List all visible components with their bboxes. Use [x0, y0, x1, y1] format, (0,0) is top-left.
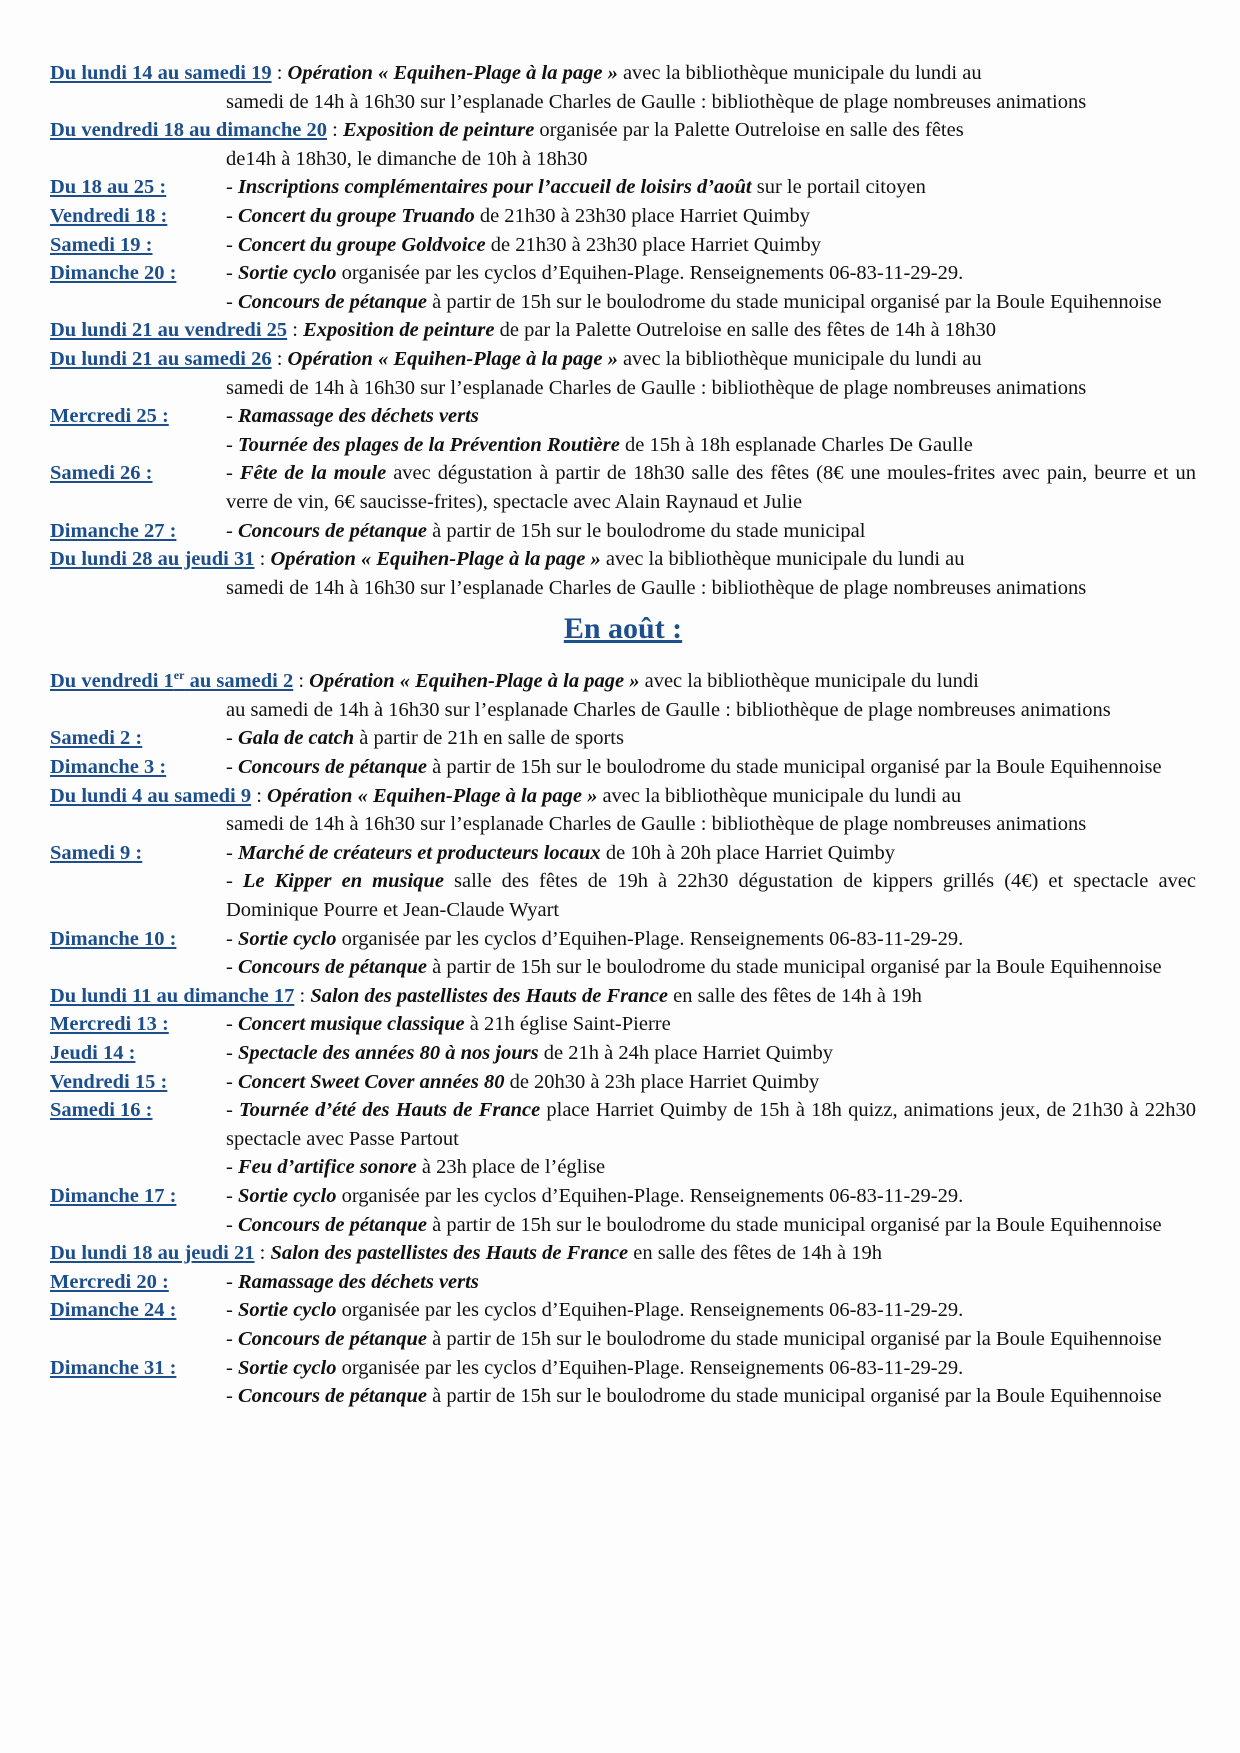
date-label: Mercredi 25 : — [50, 405, 169, 428]
date-label: Dimanche 17 : — [50, 1184, 177, 1207]
event-row — [50, 782, 1196, 839]
event-title: Exposition de peinture — [342, 119, 535, 142]
event-details: à partir de 15h sur le boulodrome du stade municipal organisé par la — [427, 290, 991, 313]
bullet-dash: - — [226, 433, 238, 456]
event-row — [50, 1039, 1196, 1068]
event-details: à partir de 15h sur le boulodrome du stade municipal organisé par la — [427, 756, 991, 779]
event-title: Opération « Equihen-Plage à la page » — [309, 670, 640, 693]
event-text — [226, 1010, 1196, 1039]
bullet-dash: - — [226, 1099, 240, 1122]
date-separator: : — [271, 62, 288, 84]
bullet-dash: - — [226, 756, 238, 779]
date-label-start: Du vendredi 1 — [50, 670, 174, 693]
event-details-continued: samedi de 14h à 16h30 sur l’esplanade Charles de Gaulle : bibliothèque de plage nombreuses animations — [226, 90, 1087, 113]
date-label: Mercredi 13 : — [50, 1013, 169, 1036]
event-row — [50, 231, 1196, 260]
date-label: Samedi 26 : — [50, 462, 153, 485]
event-details: organisée par les cyclos d’Equihen-Plage. Renseignements 06-83-11-29-29. — [336, 1356, 964, 1379]
date-separator: : — [287, 319, 304, 342]
event-row — [50, 1068, 1196, 1097]
event-details: avec la bibliothèque municipale du lundi au — [597, 784, 962, 807]
event-details: avec la bibliothèque municipale du lundi au — [617, 347, 982, 370]
event-title: Concours de pétanque — [237, 956, 428, 979]
date-label: Du lundi 21 au vendredi 25 — [50, 319, 288, 342]
event-text — [226, 459, 1196, 516]
event-details: à partir de 15h sur le boulodrome du stade municipal — [427, 519, 866, 542]
event-text — [226, 1268, 1196, 1297]
date-label: Du 18 au 25 : — [50, 176, 167, 199]
event-text — [226, 1096, 1196, 1153]
event-details: à partir de 15h sur le boulodrome du stade municipal organisé par la Boule Equihennoise — [427, 1213, 1162, 1236]
event-row — [50, 316, 1196, 345]
event-row — [50, 1325, 1196, 1354]
event-text — [226, 288, 1196, 317]
event-text — [50, 782, 1196, 811]
event-title: Ramassage des déchets verts — [237, 1270, 479, 1293]
date-label: Du lundi 21 au samedi 26 — [50, 347, 272, 370]
event-row — [50, 345, 1196, 402]
event-text — [226, 1382, 1196, 1411]
event-details-continued: Boule Equihennoise — [995, 756, 1162, 779]
event-row — [50, 116, 1196, 173]
date-label: Vendredi 18 : — [50, 204, 168, 227]
event-row — [50, 1268, 1196, 1297]
event-row — [50, 59, 1196, 116]
event-title: Concert musique classique — [237, 1013, 465, 1036]
event-text — [226, 839, 1196, 868]
event-row — [50, 839, 1196, 868]
bullet-dash: - — [226, 1299, 238, 1322]
event-title: Opération « Equihen-Plage à la page » — [287, 62, 618, 84]
august-heading — [50, 606, 1196, 657]
date-separator: : — [254, 1242, 271, 1265]
bullet-dash: - — [226, 1327, 238, 1350]
event-details: avec la bibliothèque municipale du lundi — [639, 670, 979, 693]
event-text — [50, 59, 1196, 88]
bullet-dash: - — [226, 927, 238, 950]
date-label: Dimanche 10 : — [50, 927, 177, 950]
event-details: en salle des fêtes de 14h à 19h — [628, 1242, 882, 1265]
event-details: de 21h à 24h place Harriet Quimby — [538, 1042, 833, 1064]
event-row — [50, 517, 1196, 546]
event-details-continued: samedi de 14h à 16h30 sur l’esplanade Charles de Gaulle : bibliothèque de plage nombreuses animations — [226, 576, 1087, 599]
event-title: Concours de pétanque — [237, 756, 428, 779]
event-title: Inscriptions complémentaires pour l’accueil de loisirs d’août — [237, 176, 752, 199]
event-row — [50, 1354, 1196, 1383]
event-row — [50, 1239, 1196, 1268]
date-label: Du vendredi 18 au dimanche 20 — [50, 119, 327, 142]
bullet-dash: - — [226, 1042, 238, 1064]
event-text — [226, 753, 1196, 782]
date-label: Du lundi 11 au dimanche 17 — [50, 984, 295, 1007]
event-title: Salon des pastellistes des Hauts de France — [270, 1242, 629, 1265]
event-details: à partir de 21h en salle de sports — [354, 727, 624, 750]
event-row — [50, 753, 1196, 782]
event-details: salle des fêtes de 19h à 22h30 dégustation de kippers grillés (4€) et spectacle avec Dominique Pourre et Jean-Claude Wyart — [226, 870, 1196, 922]
event-title: Fête de la moule — [239, 462, 387, 485]
bullet-dash: - — [226, 262, 238, 285]
event-details: organisée par les cyclos d’Equihen-Plage. Renseignements 06-83-11-29-29. — [336, 1299, 964, 1322]
bullet-dash: - — [226, 204, 238, 227]
date-label: Jeudi 14 : — [50, 1042, 136, 1064]
event-row — [50, 982, 1196, 1011]
event-text — [226, 1296, 1196, 1325]
event-title: Marché de créateurs et producteurs locaux — [237, 841, 601, 864]
date-label-end: au samedi 2 — [184, 670, 294, 693]
event-row — [50, 953, 1196, 982]
bullet-dash: - — [226, 1156, 238, 1179]
event-details: de 20h30 à 23h place Harriet Quimby — [504, 1070, 820, 1093]
event-text — [50, 667, 1196, 696]
date-label: Samedi 16 : — [50, 1099, 153, 1122]
bullet-dash: - — [226, 1070, 238, 1093]
event-title: Concours de pétanque — [237, 519, 428, 542]
event-details: place Harriet Quimby de 15h à 18h quizz, animations jeux, de 21h30 à 22h30 spectacle avec Passe Partout — [226, 1099, 1196, 1150]
date-label: Dimanche 24 : — [50, 1299, 177, 1322]
event-row — [50, 288, 1196, 317]
bullet-dash: - — [226, 290, 238, 313]
event-details-continued: samedi de 14h à 16h30 sur l’esplanade Charles de Gaulle : bibliothèque de plage nombreuses animations — [226, 813, 1087, 836]
event-title: Gala de catch — [237, 727, 355, 750]
event-details-continued: au samedi de 14h à 16h30 sur l’esplanade Charles de Gaulle : bibliothèque de plage nombreuses animations — [226, 698, 1111, 721]
event-row — [50, 431, 1196, 460]
event-row — [50, 1382, 1196, 1411]
event-text — [226, 1153, 1196, 1182]
date-separator: : — [271, 347, 288, 370]
event-text — [50, 1239, 1196, 1268]
event-title: Concours de pétanque — [237, 1327, 428, 1350]
event-title: Concert du groupe Truando — [237, 204, 475, 227]
event-row — [50, 173, 1196, 202]
event-title: Sortie cyclo — [237, 262, 337, 285]
event-row — [50, 867, 1196, 924]
event-row — [50, 459, 1196, 516]
date-label: Dimanche 3 : — [50, 756, 167, 779]
bullet-dash: - — [226, 1385, 238, 1408]
event-title: Tournée d’été des Hauts de France — [239, 1099, 541, 1122]
event-title: Opération « Equihen-Plage à la page » — [287, 347, 618, 370]
date-separator: : — [293, 670, 310, 693]
event-details: à 21h église Saint-Pierre — [464, 1013, 671, 1036]
event-row — [50, 1153, 1196, 1182]
event-row — [50, 402, 1196, 431]
date-label: Mercredi 20 : — [50, 1270, 169, 1293]
august-events-list — [50, 667, 1196, 1410]
date-label: Dimanche 31 : — [50, 1356, 177, 1379]
bullet-dash: - — [226, 1270, 238, 1293]
bullet-dash: - — [226, 1213, 238, 1236]
event-text — [226, 202, 1196, 231]
event-details: avec dégustation à partir de 18h30 salle des fêtes (8€ une moules-frites avec pain, beurre et un verre de vin, 6€ saucisse-frites), spectacle avec Alain Raynaud et Julie — [226, 462, 1196, 513]
date-label: Samedi 19 : — [50, 233, 153, 256]
event-details: sur le portail citoyen — [751, 176, 926, 199]
bullet-dash: - — [226, 519, 238, 542]
event-text — [226, 1182, 1196, 1211]
event-details: de 21h30 à 23h30 place Harriet Quimby — [474, 204, 811, 227]
event-text — [50, 545, 1196, 574]
event-details: à partir de 15h sur le boulodrome du stade municipal organisé par la Boule Equihennoise — [427, 1327, 1162, 1350]
event-text — [226, 231, 1196, 260]
event-details: à partir de 15h sur le boulodrome du stade municipal organisé par la Boule Equihennoise — [427, 1385, 1162, 1408]
date-label: Samedi 2 : — [50, 727, 143, 750]
event-text — [50, 316, 1196, 345]
event-text — [226, 402, 1196, 431]
event-title: Concours de pétanque — [237, 1213, 428, 1236]
event-details: de par la Palette Outreloise en salle des fêtes de 14h à 18h30 — [494, 319, 996, 342]
event-text — [226, 1211, 1196, 1240]
bullet-dash: - — [226, 870, 243, 893]
bullet-dash: - — [226, 176, 238, 199]
bullet-dash: - — [226, 727, 238, 750]
event-title: Salon des pastellistes des Hauts de France — [310, 984, 668, 1007]
event-row — [50, 1296, 1196, 1325]
event-title: Concert du groupe Goldvoice — [237, 233, 486, 256]
event-text — [226, 1039, 1196, 1068]
event-text — [226, 173, 1196, 202]
date-label: Du lundi 14 au samedi 19 — [50, 62, 272, 84]
event-title: Feu d’artifice sonore — [237, 1156, 417, 1179]
date-label: Vendredi 15 : — [50, 1070, 168, 1093]
event-row — [50, 925, 1196, 954]
event-text — [226, 1068, 1196, 1097]
event-text — [226, 953, 1196, 982]
date-separator: : — [251, 784, 268, 807]
event-title: Sortie cyclo — [237, 1356, 337, 1379]
event-row — [50, 1211, 1196, 1240]
event-details: de 21h30 à 23h30 place Harriet Quimby — [485, 233, 821, 256]
date-label: Dimanche 20 : — [50, 262, 177, 285]
event-details: organisée par les cyclos d’Equihen-Plage. Renseignements 06-83-11-29-29. — [336, 1184, 964, 1207]
event-text — [50, 116, 1196, 145]
event-text — [226, 1325, 1196, 1354]
event-row — [50, 202, 1196, 231]
event-text — [226, 867, 1196, 924]
bullet-dash: - — [226, 1184, 238, 1207]
event-text — [226, 517, 1196, 546]
event-title: Spectacle des années 80 à nos jours — [237, 1042, 539, 1064]
event-row — [50, 1096, 1196, 1153]
bullet-dash: - — [226, 956, 238, 979]
event-text — [226, 1354, 1196, 1383]
agenda-page — [50, 59, 1196, 1411]
event-title: Opération « Equihen-Plage à la page » — [267, 784, 598, 807]
date-label: Du lundi 4 au samedi 9 — [50, 784, 252, 807]
event-details: à 23h place de l’église — [416, 1156, 606, 1179]
event-title: Opération « Equihen-Plage à la page » — [270, 548, 601, 571]
event-title: Concours de pétanque — [237, 290, 428, 313]
date-label: Samedi 9 : — [50, 841, 143, 864]
event-details: avec la bibliothèque municipale du lundi au — [600, 548, 965, 571]
event-title: Le Kipper en musique — [242, 870, 444, 893]
event-title: Tournée des plages de la Prévention Routière — [237, 433, 620, 456]
date-separator: : — [326, 119, 343, 142]
event-details-continued: Boule Equihennoise — [995, 290, 1162, 313]
event-title: Sortie cyclo — [237, 927, 337, 950]
event-title: Concert Sweet Cover années 80 — [237, 1070, 505, 1093]
date-label: Du lundi 28 au jeudi 31 — [50, 548, 255, 571]
event-title: Sortie cyclo — [237, 1299, 337, 1322]
event-details: de 10h à 20h place Harriet Quimby — [600, 841, 895, 864]
event-row — [50, 1010, 1196, 1039]
event-text — [226, 431, 1196, 460]
date-ordinal: er — [173, 668, 185, 683]
date-label — [50, 670, 293, 692]
event-details: organisée par les cyclos d’Equihen-Plage. Renseignements 06-83-11-29-29. — [336, 927, 964, 950]
bullet-dash: - — [226, 405, 238, 428]
event-text — [50, 345, 1196, 374]
july-events-list — [50, 59, 1196, 602]
event-title: Concours de pétanque — [237, 1385, 428, 1408]
bullet-dash: - — [226, 1356, 238, 1379]
event-details: avec la bibliothèque municipale du lundi au — [617, 62, 982, 84]
event-row — [50, 259, 1196, 288]
event-details: à partir de 15h sur le boulodrome du stade municipal organisé par la Boule Equihennoise — [427, 956, 1162, 979]
event-details: organisée par les cyclos d’Equihen-Plage. Renseignements 06-83-11-29-29. — [336, 262, 964, 285]
event-row — [50, 667, 1196, 724]
bullet-dash: - — [226, 1013, 238, 1036]
event-title: Sortie cyclo — [237, 1184, 337, 1207]
event-row — [50, 545, 1196, 602]
date-label: Du lundi 18 au jeudi 21 — [50, 1242, 255, 1265]
date-separator: : — [254, 548, 271, 571]
august-heading-text: En août : — [563, 612, 683, 646]
bullet-dash: - — [226, 462, 240, 485]
event-details-continued: de14h à 18h30, le dimanche de 10h à 18h30 — [226, 147, 588, 170]
event-row — [50, 724, 1196, 753]
event-details: en salle des fêtes de 14h à 19h — [667, 984, 922, 1007]
event-text — [50, 982, 1196, 1011]
event-text — [226, 724, 1196, 753]
bullet-dash: - — [226, 841, 238, 864]
event-title: Exposition de peinture — [303, 319, 495, 342]
event-details: de 15h à 18h esplanade Charles De Gaulle — [619, 433, 973, 456]
event-row — [50, 1182, 1196, 1211]
date-separator: : — [294, 984, 311, 1007]
event-details-continued: samedi de 14h à 16h30 sur l’esplanade Charles de Gaulle : bibliothèque de plage nombreuses animations — [226, 376, 1087, 399]
date-label: Dimanche 27 : — [50, 519, 177, 542]
event-text — [226, 925, 1196, 954]
bullet-dash: - — [226, 233, 238, 256]
event-title: Ramassage des déchets verts — [237, 405, 479, 428]
event-text — [226, 259, 1196, 288]
event-details: organisée par la Palette Outreloise en salle des fêtes — [534, 119, 964, 142]
